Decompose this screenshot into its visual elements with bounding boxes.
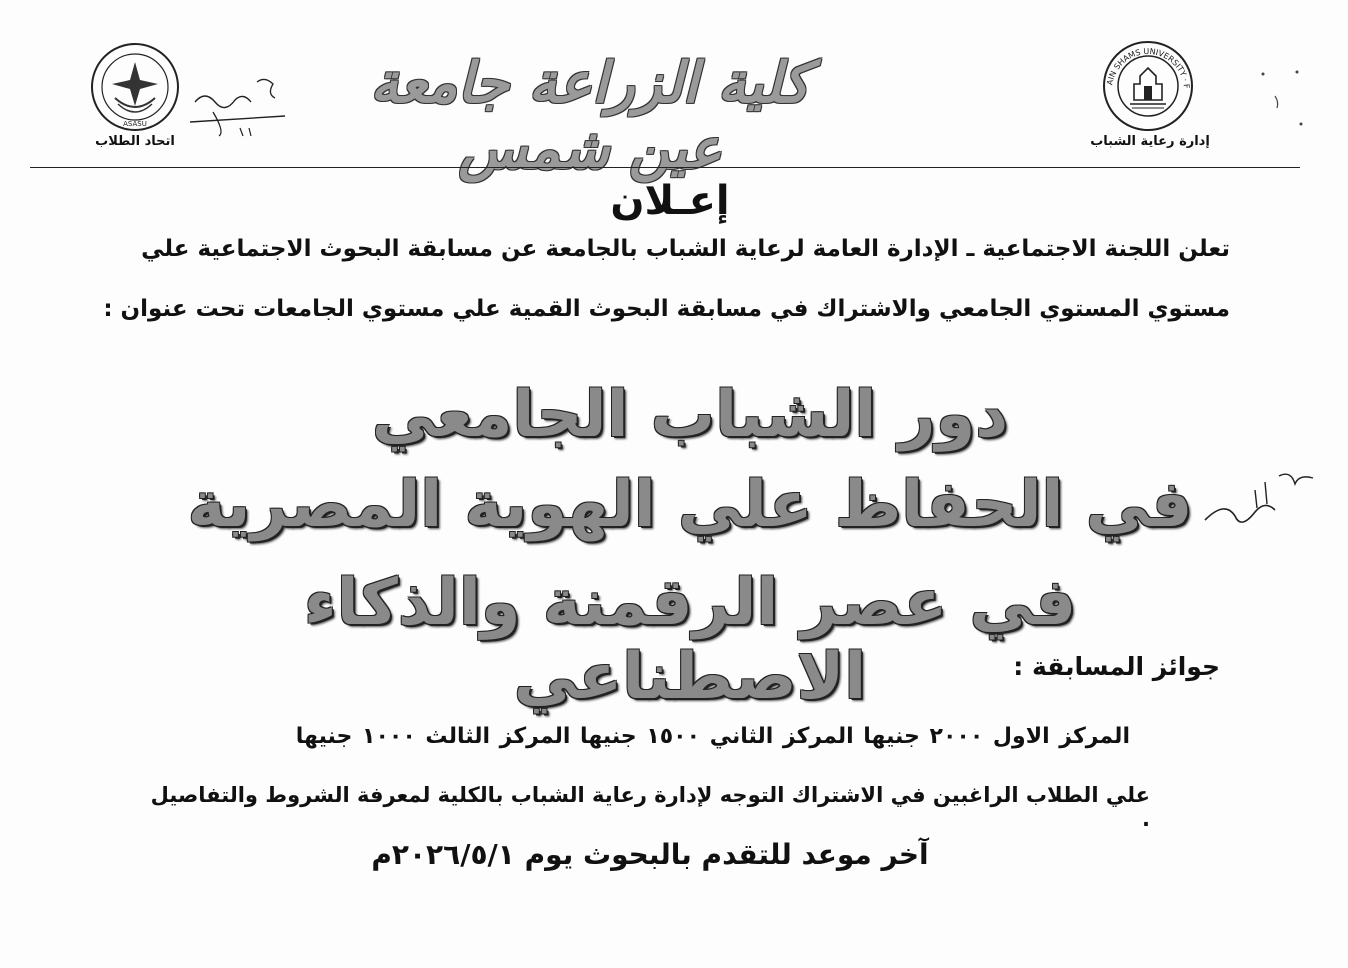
prizes-list: المركز الاول ٢٠٠٠ جنيها المركز الثاني ١٥٠٠ جنيها المركز الثالث ١٠٠٠ جنيها: [295, 724, 1130, 749]
header-divider: [30, 167, 1300, 168]
youth-welfare-caption: إدارة رعاية الشباب: [1090, 134, 1210, 149]
instructions-text: علي الطلاب الراغبين في الاشتراك التوجه لإدارة رعاية الشباب بالكلية لمعرفة الشروط والتفاصيل .: [150, 783, 1150, 831]
handwritten-signature-side: [1195, 460, 1335, 550]
svg-text:ASASU: ASASU: [123, 120, 147, 128]
headline-line-2: في الحفاظ علي الهوية المصرية: [187, 468, 1193, 542]
prizes-heading: جوائز المسابقة :: [1013, 652, 1220, 681]
university-logo: [1100, 38, 1196, 134]
headline-line-1: دور الشباب الجامعي: [371, 378, 1009, 452]
announcement-line-2: مستوي المستوي الجامعي والاشتراك في مسابقة البحوث القمية علي مستوي الجامعات تحت عنوان :: [103, 296, 1230, 322]
deadline-text: آخر موعد للتقدم بالبحوث يوم ٢٠٢٦/٥/١م: [371, 838, 929, 871]
margin-marks: [1255, 66, 1315, 136]
announcement-line-1: تعلن اللجنة الاجتماعية ـ الإدارة العامة لرعاية الشباب بالجامعة عن مسابقة البحوث الاجتماعية علي: [141, 236, 1230, 262]
svg-text:AIN SHAMS UNIVERSITY · FACULTY: AIN SHAMS UNIVERSITY · F: [1105, 46, 1191, 89]
faculty-title: كلية الزراعة جامعة عين شمس: [370, 50, 810, 182]
student-union-logo: [88, 40, 182, 134]
announcement-title: إعـلان: [610, 178, 730, 224]
student-union-caption: اتحاد الطلاب: [95, 134, 175, 149]
handwritten-signature-header: [185, 72, 295, 142]
headline-line-3: في عصر الرقمنة والذكاء الاصطناعي: [303, 566, 1077, 714]
